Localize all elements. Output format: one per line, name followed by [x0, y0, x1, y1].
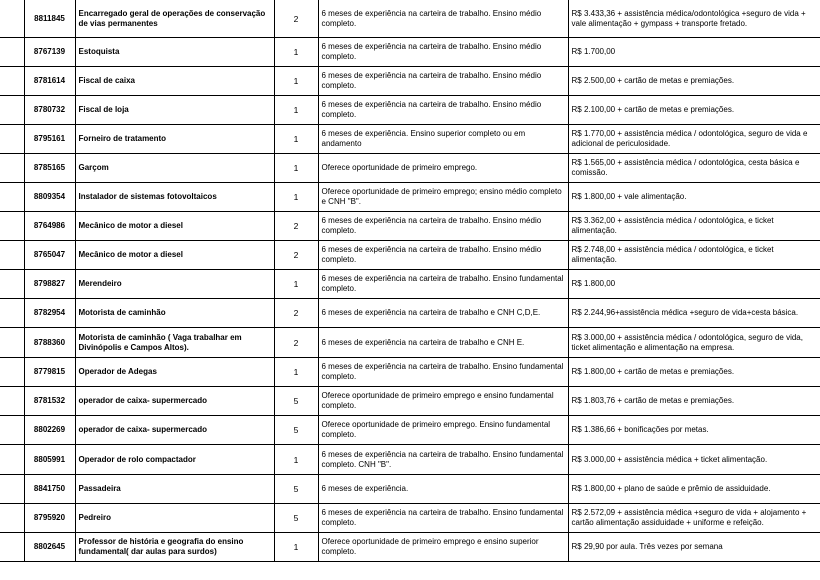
job-title: operador de caixa- supermercado	[75, 387, 274, 416]
requirements: 6 meses de experiência. Ensino superior completo ou em andamento	[318, 125, 568, 154]
table-row	[0, 416, 820, 445]
vacancy-code: 8785165	[24, 154, 75, 183]
vacancy-count: 1	[274, 533, 318, 562]
row-marker-cell	[0, 212, 24, 241]
row-marker-cell	[0, 96, 24, 125]
table-row	[0, 445, 820, 475]
requirements: 6 meses de experiência na carteira de trabalho. Ensino fundamental completo.	[318, 504, 568, 533]
salary-benefits: R$ 1.386,66 + bonificações por metas.	[568, 416, 820, 445]
vacancy-code: 8798827	[24, 270, 75, 299]
requirements: 6 meses de experiência na carteira de trabalho e CNH C,D,E.	[318, 299, 568, 328]
requirements: 6 meses de experiência na carteira de trabalho. Ensino fundamental completo. CNH "B".	[318, 445, 568, 475]
row-marker-cell	[0, 504, 24, 533]
requirements: 6 meses de experiência na carteira de trabalho. Ensino fundamental completo.	[318, 270, 568, 299]
vacancy-count: 5	[274, 387, 318, 416]
vacancy-count: 1	[274, 125, 318, 154]
vacancy-code: 8811845	[24, 0, 75, 38]
table-row	[0, 154, 820, 183]
requirements: 6 meses de experiência na carteira de trabalho. Ensino fundamental completo.	[318, 358, 568, 387]
vacancy-count: 1	[274, 96, 318, 125]
vacancy-code: 8795920	[24, 504, 75, 533]
vacancy-code: 8802269	[24, 416, 75, 445]
row-marker-cell	[0, 328, 24, 358]
salary-benefits: R$ 1.565,00 + assistência médica / odontológica, cesta básica e comissão.	[568, 154, 820, 183]
vacancy-code: 8781532	[24, 387, 75, 416]
vacancy-code: 8841750	[24, 475, 75, 504]
job-title: Fiscal de loja	[75, 96, 274, 125]
salary-benefits: R$ 3.000,00 + assistência médica + ticket alimentação.	[568, 445, 820, 475]
job-title: Passadeira	[75, 475, 274, 504]
table-row	[0, 241, 820, 270]
vacancy-code: 8805991	[24, 445, 75, 475]
row-marker-cell	[0, 299, 24, 328]
requirements: Oferece oportunidade de primeiro emprego.	[318, 154, 568, 183]
table-row	[0, 67, 820, 96]
row-marker-cell	[0, 154, 24, 183]
vacancy-count: 2	[274, 299, 318, 328]
job-title: Forneiro de tratamento	[75, 125, 274, 154]
vacancy-code: 8779815	[24, 358, 75, 387]
salary-benefits: R$ 1.770,00 + assistência médica / odontológica, seguro de vida e adicional de periculosidade.	[568, 125, 820, 154]
vacancy-count: 5	[274, 416, 318, 445]
row-marker-cell	[0, 387, 24, 416]
salary-benefits: R$ 3.000,00 + assistência médica / odontológica, seguro de vida, ticket alimentação e alimentação na empresa.	[568, 328, 820, 358]
vacancy-code: 8802645	[24, 533, 75, 562]
salary-benefits: R$ 29,90 por aula. Três vezes por semana	[568, 533, 820, 562]
job-title: Motorista de caminhão	[75, 299, 274, 328]
table-row	[0, 299, 820, 328]
job-title: Garçom	[75, 154, 274, 183]
row-marker-cell	[0, 125, 24, 154]
vacancy-count: 1	[274, 270, 318, 299]
salary-benefits: R$ 2.572,09 + assistência médica +seguro de vida + alojamento + cartão alimentação assiduidade + uniforme e refeição.	[568, 504, 820, 533]
vacancy-count: 1	[274, 154, 318, 183]
table-row	[0, 358, 820, 387]
table-row	[0, 0, 820, 38]
requirements: Oferece oportunidade de primeiro emprego e ensino fundamental completo.	[318, 387, 568, 416]
table-row	[0, 212, 820, 241]
salary-benefits: R$ 1.700,00	[568, 38, 820, 67]
job-title: Mecânico de motor a diesel	[75, 241, 274, 270]
requirements: 6 meses de experiência na carteira de trabalho. Ensino médio completo.	[318, 96, 568, 125]
salary-benefits: R$ 3.433,36 + assistência médica/odontológica +seguro de vida + vale alimentação + gympass + transporte fretado.	[568, 0, 820, 38]
row-marker-cell	[0, 445, 24, 475]
job-title: Encarregado geral de operações de conservação de vias permanentes	[75, 0, 274, 38]
table-row	[0, 475, 820, 504]
row-marker-cell	[0, 475, 24, 504]
row-marker-cell	[0, 0, 24, 38]
vacancy-count: 1	[274, 67, 318, 96]
vacancy-count: 1	[274, 38, 318, 67]
salary-benefits: R$ 1.800,00 + cartão de metas e premiações.	[568, 358, 820, 387]
requirements: Oferece oportunidade de primeiro emprego e ensino superior completo.	[318, 533, 568, 562]
row-marker-cell	[0, 416, 24, 445]
requirements: Oferece oportunidade de primeiro emprego; ensino médio completo e CNH "B".	[318, 183, 568, 212]
row-marker-cell	[0, 533, 24, 562]
salary-benefits: R$ 2.500,00 + cartão de metas e premiações.	[568, 67, 820, 96]
vacancy-count: 2	[274, 328, 318, 358]
requirements: 6 meses de experiência na carteira de trabalho. Ensino médio completo.	[318, 67, 568, 96]
job-title: Operador de rolo compactador	[75, 445, 274, 475]
table-row	[0, 387, 820, 416]
vacancy-code: 8767139	[24, 38, 75, 67]
salary-benefits: R$ 1.800,00	[568, 270, 820, 299]
row-marker-cell	[0, 183, 24, 212]
vacancy-count: 1	[274, 445, 318, 475]
table-row	[0, 96, 820, 125]
job-title: Estoquista	[75, 38, 274, 67]
job-title: Instalador de sistemas fotovoltaicos	[75, 183, 274, 212]
vacancy-count: 1	[274, 183, 318, 212]
salary-benefits: R$ 1.803,76 + cartão de metas e premiações.	[568, 387, 820, 416]
job-title: Fiscal de caixa	[75, 67, 274, 96]
vacancy-code: 8795161	[24, 125, 75, 154]
vacancy-code: 8764986	[24, 212, 75, 241]
requirements: 6 meses de experiência na carteira de trabalho. Ensino médio completo.	[318, 38, 568, 67]
vacancy-code: 8788360	[24, 328, 75, 358]
vacancy-count: 2	[274, 0, 318, 38]
table-row	[0, 183, 820, 212]
vacancy-count: 2	[274, 241, 318, 270]
job-title: Pedreiro	[75, 504, 274, 533]
row-marker-cell	[0, 241, 24, 270]
requirements: 6 meses de experiência na carteira de trabalho. Ensino médio completo.	[318, 0, 568, 38]
row-marker-cell	[0, 67, 24, 96]
job-title: operador de caixa- supermercado	[75, 416, 274, 445]
table-row	[0, 38, 820, 67]
salary-benefits: R$ 2.748,00 + assistência médica / odontológica, e ticket alimentação.	[568, 241, 820, 270]
requirements: 6 meses de experiência.	[318, 475, 568, 504]
vacancy-code: 8765047	[24, 241, 75, 270]
job-title: Operador de Adegas	[75, 358, 274, 387]
salary-benefits: R$ 1.800,00 + vale alimentação.	[568, 183, 820, 212]
requirements: 6 meses de experiência na carteira de trabalho. Ensino médio completo.	[318, 241, 568, 270]
salary-benefits: R$ 3.362,00 + assistência médica / odontológica, e ticket alimentação.	[568, 212, 820, 241]
job-title: Mecânico de motor a diesel	[75, 212, 274, 241]
table-row	[0, 328, 820, 358]
requirements: 6 meses de experiência na carteira de trabalho e CNH E.	[318, 328, 568, 358]
vacancy-count: 5	[274, 504, 318, 533]
job-title: Merendeiro	[75, 270, 274, 299]
salary-benefits: R$ 2.100,00 + cartão de metas e premiações.	[568, 96, 820, 125]
row-marker-cell	[0, 270, 24, 299]
table-row	[0, 504, 820, 533]
vacancy-code: 8809354	[24, 183, 75, 212]
vacancy-code: 8780732	[24, 96, 75, 125]
table-row	[0, 533, 820, 562]
row-marker-cell	[0, 358, 24, 387]
job-title: Motorista de caminhão ( Vaga trabalhar em Divinópolis e Campos Altos).	[75, 328, 274, 358]
row-marker-cell	[0, 38, 24, 67]
vacancy-count: 2	[274, 212, 318, 241]
vacancy-code: 8781614	[24, 67, 75, 96]
salary-benefits: R$ 2.244,96+assistência médica +seguro de vida+cesta básica.	[568, 299, 820, 328]
requirements: Oferece oportunidade de primeiro emprego. Ensino fundamental completo.	[318, 416, 568, 445]
vacancy-count: 5	[274, 475, 318, 504]
table-row	[0, 270, 820, 299]
requirements: 6 meses de experiência na carteira de trabalho. Ensino médio completo.	[318, 212, 568, 241]
table-row	[0, 125, 820, 154]
vacancy-code: 8782954	[24, 299, 75, 328]
job-title: Professor de história e geografia do ensino fundamental( dar aulas para surdos)	[75, 533, 274, 562]
salary-benefits: R$ 1.800,00 + plano de saúde e prêmio de assiduidade.	[568, 475, 820, 504]
vacancy-count: 1	[274, 358, 318, 387]
